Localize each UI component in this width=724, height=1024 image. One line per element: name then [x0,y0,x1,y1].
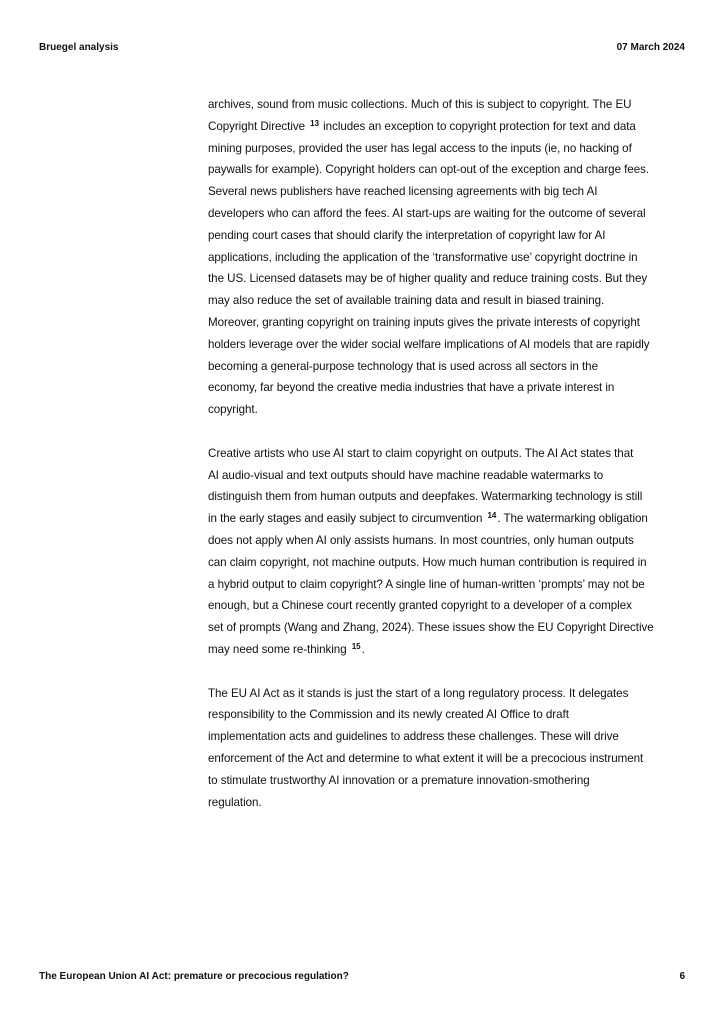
text-line: becoming a general-purpose technology that is used across all sectors in the [208,359,598,373]
text-line: Copyright Directive $^{13}$ includes an exception to copyright protection for text and data [208,118,636,133]
text-line: copyright. [208,403,258,417]
footnote-ref-14[interactable]: 14 [487,511,497,521]
text-line: the US. Licensed datasets may be of higher quality and reduce training costs. But they [208,272,648,286]
text-line: regulation. [208,795,262,809]
publisher-label: Bruegel analysis [39,42,119,53]
text-line: holders leverage over the wider social welfare implications of AI models that are rapidly [208,337,650,351]
text-line: paywalls for example). Copyright holders can opt-out of the exception and charge fees. [208,163,650,177]
footnote-ref-15[interactable]: 15 [351,641,361,651]
text-line: enforcement of the Act and determine to what extent it will be a precocious instrument [208,751,644,765]
text-line: Creative artists who use AI start to claim copyright on outputs. The AI Act states that [208,446,634,460]
document-title: The European Union AI Act: premature or precocious regulation? [39,971,349,982]
paragraph-copyright-outputs [208,443,686,661]
text-line: can claim copyright, not machine outputs. How much human contribution is required in [208,555,647,569]
text-line: in the early stages and easily subject to circumvention $^{14}$. The watermarking obligation [208,511,648,526]
text-line: pending court cases that should clarify the interpretation of copyright law for AI [208,228,606,242]
text-line: AI audio-visual and text outputs should have machine readable watermarks to [208,468,604,482]
text-line: set of prompts (Wang and Zhang, 2024). These issues show the EU Copyright Directive [208,621,654,635]
text-line: applications, including the application of the ‘transformative use’ copyright doctrine in [208,250,638,264]
text-line: responsibility to the Commission and its newly created AI Office to draft [208,708,569,722]
text-line: may also reduce the set of available training data and result in biased training. [208,294,605,308]
text-line: enough, but a Chinese court recently granted copyright to a developer of a complex [208,599,632,613]
footnote-ref-13[interactable]: 13 [310,118,319,128]
text-line: a hybrid output to claim copyright? A single line of human-written ‘prompts’ may not be [208,577,645,591]
page-number: 6 [679,971,685,982]
text-line: does not apply when AI only assists humans. In most countries, only human outputs [208,533,634,547]
paragraph-copyright-inputs [208,94,686,421]
text-line: archives, sound from music collections. Much of this is subject to copyright. The EU [208,98,632,111]
body-text [208,94,686,835]
text-line: distinguish them from human outputs and deepfakes. Watermarking technology is still [208,490,643,504]
text-line: implementation acts and guidelines to address these challenges. These will drive [208,730,619,744]
running-header [39,41,685,55]
text-line: Moreover, granting copyright on training inputs gives the private interests of copyright [208,315,640,329]
text-line: economy, far beyond the creative media industries that have a private interest in [208,381,615,395]
text-line: developers who can afford the fees. AI start-ups are waiting for the outcome of several [208,206,646,220]
text-line: to stimulate trustworthy AI innovation or a premature innovation-smothering [208,773,590,787]
text-line: may need some re-thinking $^{15}$. [208,641,365,656]
paragraph-regulatory-process [208,683,686,814]
publication-date: 07 March 2024 [616,42,685,53]
running-footer [39,970,685,984]
text-line: mining purposes, provided the user has legal access to the inputs (ie, no hacking of [208,141,632,155]
text-line: Several news publishers have reached licensing agreements with big tech AI [208,185,598,199]
text-line: The EU AI Act as it stands is just the start of a long regulatory process. It delegates [208,686,629,700]
